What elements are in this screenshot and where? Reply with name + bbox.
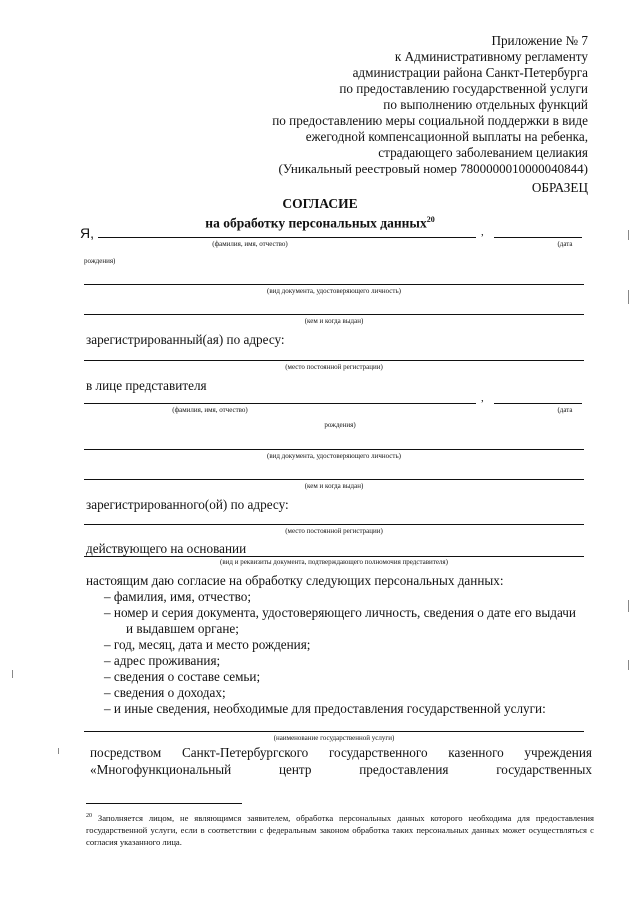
representative-address-field[interactable] <box>84 524 584 525</box>
consent-item: – и иные сведения, необходимые для предоставления государственной услуги: <box>104 701 546 716</box>
consent-item: – номер и серия документа, удостоверяющего личность, сведения о дате его выдачи <box>104 605 576 620</box>
scan-artifact <box>628 290 629 304</box>
word: учреждения <box>524 745 592 760</box>
document-title: СОГЛАСИЕ <box>282 196 358 211</box>
issued-by-field[interactable] <box>84 314 584 315</box>
acting-basis-label: действующего на основании <box>86 541 247 556</box>
consent-item: – фамилия, имя, отчество; <box>104 589 252 604</box>
footnote-ref: 20 <box>426 215 435 224</box>
caption-birth: рождения) <box>84 257 116 265</box>
document-subtitle <box>0 212 640 232</box>
caption-identity-document: (вид документа, удостоверяющего личность) <box>266 287 401 295</box>
representative-document-field[interactable] <box>84 449 584 450</box>
registration-address-field[interactable] <box>84 360 584 361</box>
scan-artifact <box>12 670 13 678</box>
appendix-number: Приложение № 7 <box>491 33 588 48</box>
scan-artifact <box>58 748 59 754</box>
comma-sep: , <box>481 226 484 238</box>
representative-birthdate-field[interactable] <box>494 403 582 404</box>
birthdate-field[interactable] <box>494 237 582 238</box>
footnote-number: 20 <box>86 813 92 819</box>
representative-issued-field[interactable] <box>84 479 584 480</box>
caption-issued-by-2: (кем и когда выдан) <box>304 482 364 490</box>
caption-fio: (фамилия, имя, отчество) <box>212 240 288 248</box>
comma-sep-2: , <box>481 392 484 404</box>
word: государственных <box>496 762 592 777</box>
caption-date-2: (дата <box>557 406 573 414</box>
consent-item: и выдавшем органе; <box>126 621 239 636</box>
header-line-7: страдающего заболеванием целиакия <box>378 145 588 160</box>
footnote <box>86 810 594 848</box>
word: предоставления <box>359 762 449 777</box>
body-line-2 <box>90 762 592 778</box>
representative-fio-field[interactable] <box>84 403 476 404</box>
registered-label-2: зарегистрированного(ой) по адресу: <box>86 497 289 512</box>
header-line-5: по предоставлению меры социальной поддержки в виде <box>272 113 588 128</box>
consent-item: – сведения о составе семьи; <box>104 669 261 684</box>
word: «Многофункциональный <box>90 762 232 777</box>
representative-label: в лице представителя <box>86 378 207 393</box>
header-line-2: администрации района Санкт-Петербурга <box>352 65 588 80</box>
scan-artifact <box>628 230 629 240</box>
registered-label: зарегистрированный(ая) по адресу: <box>86 332 285 347</box>
scan-artifact <box>628 660 629 670</box>
caption-date: (дата <box>557 240 573 248</box>
header-line-1: к Административному регламенту <box>394 49 588 64</box>
ya-label: Я, <box>80 225 94 241</box>
caption-issued-by: (кем и когда выдан) <box>304 317 364 325</box>
word: государственного <box>328 745 428 760</box>
service-name-field[interactable] <box>84 731 584 732</box>
footnote-text: Заполняется лицом, не являющимся заявителем, обработка персональных данных которого необходима для предоставления государственной услуги, если в соответствии с федеральным законом обработка таких персональных данных может осуществляться с согласия указанного лица. <box>86 812 594 847</box>
header-line-6: ежегодной компенсационной выплаты на ребенка, <box>305 129 588 144</box>
word: Санкт-Петербургского <box>181 745 309 760</box>
caption-birth-2: рождения) <box>324 421 356 429</box>
header-line-4: по выполнению отдельных функций <box>383 97 588 112</box>
caption-service-name: (наименование государственной услуги) <box>273 734 395 742</box>
basis-document-field[interactable] <box>84 556 584 557</box>
word: посредством <box>90 745 162 760</box>
consent-item: – адрес проживания; <box>104 653 221 668</box>
identity-document-field[interactable] <box>84 284 584 285</box>
body-line-1 <box>90 745 592 761</box>
sample-label: ОБРАЗЕЦ <box>531 180 588 195</box>
caption-registration: (место постоянной регистрации) <box>285 363 383 371</box>
word: центр <box>278 762 312 777</box>
header-line-3: по предоставлению государственной услуги <box>339 81 588 96</box>
caption-identity-document-2: (вид документа, удостоверяющего личность) <box>266 452 401 460</box>
consent-intro: настоящим даю согласие на обработку следующих персональных данных: <box>86 573 504 588</box>
consent-block <box>86 573 592 717</box>
scan-artifact <box>628 600 629 612</box>
header-registry-number: (Уникальный реестровый номер 7800000010000040844) <box>278 161 588 176</box>
consent-item: – сведения о доходах; <box>104 685 226 700</box>
consent-item: – год, месяц, дата и место рождения; <box>104 637 311 652</box>
caption-fio-2: (фамилия, имя, отчество) <box>172 406 248 414</box>
footnote-separator <box>86 803 242 804</box>
word: казенного <box>448 745 504 760</box>
fio-field[interactable] <box>98 237 476 238</box>
caption-basis: (вид и реквизиты документа, подтверждающего полномочия представителя) <box>220 558 448 566</box>
caption-registration-2: (место постоянной регистрации) <box>285 527 383 535</box>
subtitle-text: на обработку персональных данных <box>205 215 427 231</box>
